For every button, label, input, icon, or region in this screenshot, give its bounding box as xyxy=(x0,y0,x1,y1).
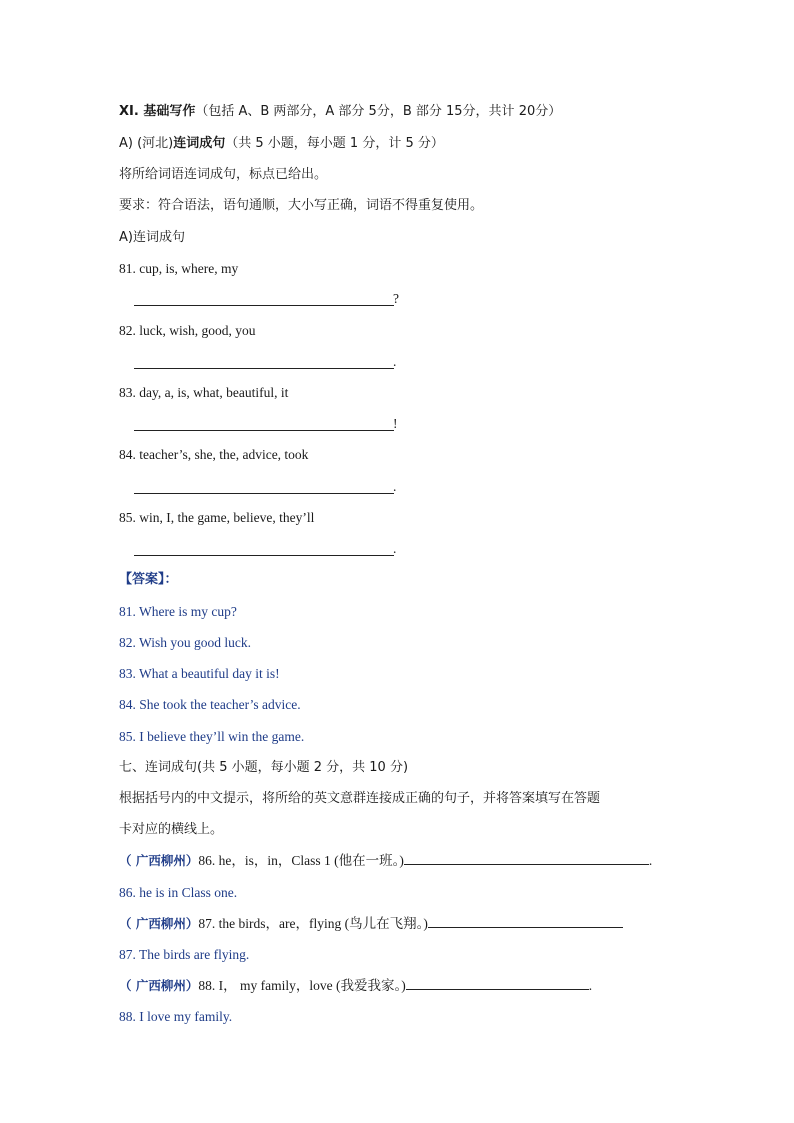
blank-punct: . xyxy=(393,479,397,494)
blank-punct: . xyxy=(393,354,397,369)
answer-83: 83. What a beautiful day it is! xyxy=(119,666,280,681)
blank-punct: . xyxy=(393,541,397,556)
question-83: 83. day, a, is, what, beautiful, it xyxy=(119,385,289,400)
part-a-rest: （共 5 小题，每小题 1 分，计 5 分） xyxy=(225,136,444,151)
question-81: 81. cup, is, where, my xyxy=(119,261,239,276)
part-a-prefix: A) (河北) xyxy=(119,136,174,151)
question-88 xyxy=(119,977,592,995)
question-source: （ 广西柳州） xyxy=(119,916,199,931)
answer-82: 82. Wish you good luck. xyxy=(119,635,251,650)
instruction: 将所给词语连词成句，标点已给出。 xyxy=(119,167,328,182)
answer-87: 87. The birds are flying. xyxy=(119,947,250,962)
answer-blank-86[interactable] xyxy=(404,852,649,865)
question-text: 86. he，is，in，Class 1 (他在一班。) xyxy=(198,853,404,868)
question-text: 87. the birds，are，flying (鸟儿在飞翔。) xyxy=(198,916,428,931)
question-85: 85. win, I, the game, believe, they’ll xyxy=(119,510,315,525)
answer-86: 86. he is in Class one. xyxy=(119,885,238,900)
part-a-bold: 连词成句 xyxy=(173,136,226,151)
section-title-bold: XI. 基础写作 xyxy=(119,104,196,119)
question-87 xyxy=(119,915,623,933)
answer-84: 84. She took the teacher’s advice. xyxy=(119,697,301,712)
blank-line xyxy=(134,368,394,369)
blank-punct: ? xyxy=(393,291,399,306)
question-82: 82. luck, wish, good, you xyxy=(119,323,256,338)
requirement: 要求：符合语法，语句通顺，大小写正确，词语不得重复使用。 xyxy=(119,198,484,213)
question-text: 88. I， my family，love (我爱我家。) xyxy=(198,978,406,993)
question-source: （ 广西柳州） xyxy=(119,978,199,993)
section7-instruction-1: 根据括号内的中文提示，将所给的英文意群连接成正确的句子，并将答案填写在答题 xyxy=(119,791,601,806)
answer-blank-88[interactable] xyxy=(406,977,589,990)
blank-line xyxy=(134,493,394,494)
answer-label: 【答案】： xyxy=(119,572,178,587)
blank-line xyxy=(134,555,394,556)
subheading: A)连词成句 xyxy=(119,230,185,245)
part-a-heading xyxy=(119,135,444,153)
section-title xyxy=(119,103,561,121)
section7-title: 七、连词成句(共 5 小题，每小题 2 分，共 10 分) xyxy=(119,760,409,775)
answer-blank-87[interactable] xyxy=(428,915,623,928)
section-title-rest: （包括 A、B 两部分，A 部分 5分，B 部分 15分，共计 20分） xyxy=(195,104,562,119)
blank-line xyxy=(134,430,394,431)
blank-line xyxy=(134,305,394,306)
answer-85: 85. I believe they’ll win the game. xyxy=(119,729,305,744)
question-end: . xyxy=(648,853,653,868)
question-source: （ 广西柳州） xyxy=(119,853,199,868)
blank-punct: ! xyxy=(393,416,398,431)
answer-81: 81. Where is my cup? xyxy=(119,604,237,619)
question-86 xyxy=(119,852,652,870)
question-84: 84. teacher’s, she, the, advice, took xyxy=(119,447,309,462)
question-end: . xyxy=(588,978,593,993)
section7-instruction-2: 卡对应的横线上。 xyxy=(119,822,224,837)
answer-88: 88. I love my family. xyxy=(119,1009,233,1024)
